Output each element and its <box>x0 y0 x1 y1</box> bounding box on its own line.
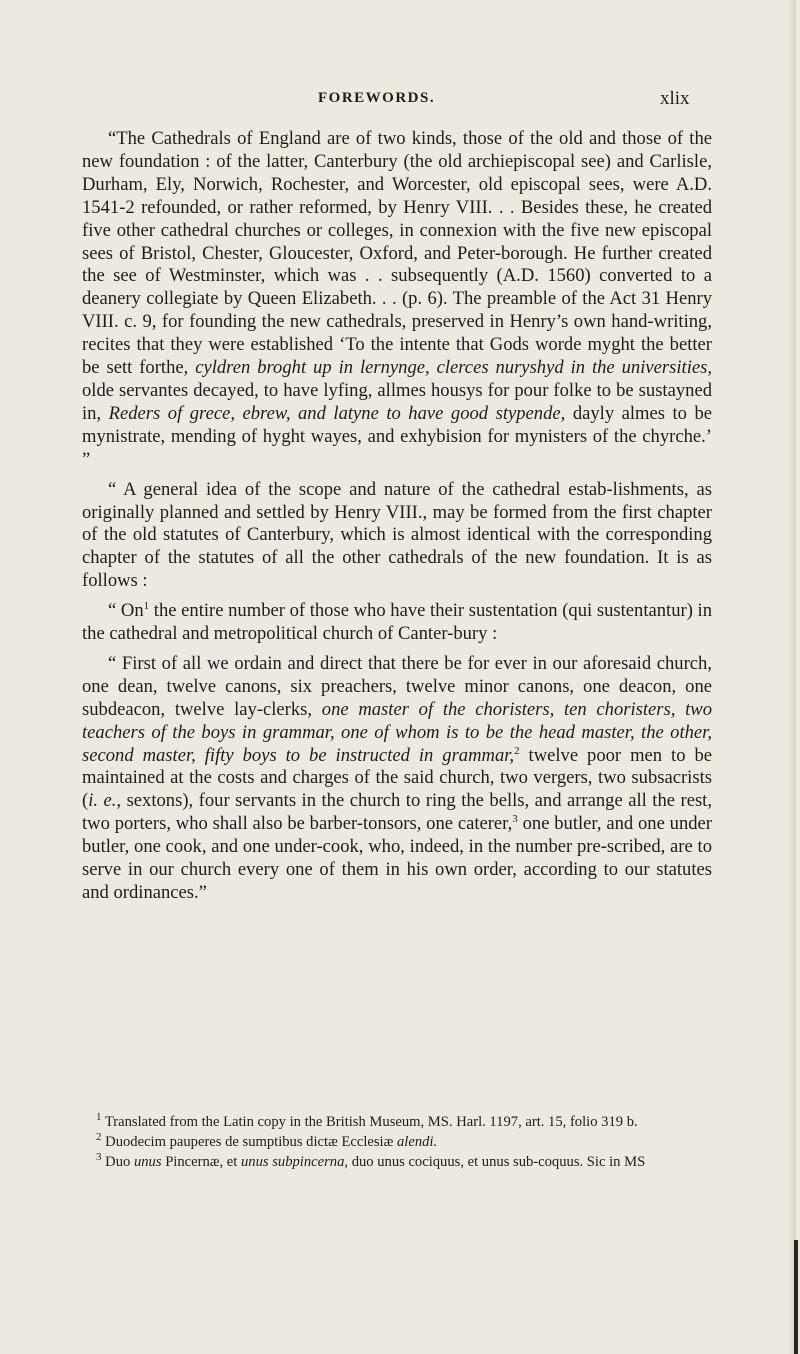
paragraph-general-idea: “ A general idea of the scope and nature of the cathedral estab-lishments, as originally planned and settled by Henry VIII., may be formed from the first chapter of the old statutes of Canterbury, which is almost identical with the corresponding chapter of the statutes of all the other cathedrals of the new foundation. It is as follows : <box>82 478 712 592</box>
page-edge-shadow <box>788 0 796 1354</box>
paragraph-cathedrals: “The Cathedrals of England are of two kinds, those of the old and those of the new foundation : of the latter, Canterbury (the old archiepiscopal see) and Carlisle, Durham, Ely, Norwich, Rochester, and Worcester, old episcopal sees, were A.D. 1541-2 refounded, or rather reformed, by Henry VIII. . . Besides these, he created five other cathedral churches or colleges, in connexion with the five new episcopal sees of Bristol, Chester, Gloucester, Oxford, and Peter-borough. He further created the see of Westminster, which was . . subsequently (A.D. 1560) converted to a deanery collegiate by Queen Elizabeth. . . (p. 6). The preamble of the Act 31 Henry VIII. c. 9, for founding the new cathedrals, preserved in Henry’s own hand-writing, recites that they were established ‘To the intente that Gods worde myght the better be sett forthe, cyldren broght up in lernynge, clerces nuryshyd in the universities, olde servantes decayed, to have lyfing, allmes housys for pour folke to be sustayned in, Reders of grece, ebrew, and latyne to have good stypende, dayly almes to be mynistrate, mending of hyght wayes, and exhybision for mynisters of the chyrche.’ ” <box>82 128 713 470</box>
page-header <box>0 90 800 116</box>
footnote-ref-1[interactable]: 1 <box>143 599 150 612</box>
paragraph-statute-on: “ On$^1$ the entire number of those who have their sustentation (qui sustentantur) in the cathedral and metropolitical church of Canter-bury : <box>82 599 712 645</box>
footnote-1: $^1$ Translated from the Latin copy in the British Museum, MS. Harl. 1197, art. 15, folio 319 b. <box>96 1111 638 1130</box>
binding-edge-mark <box>794 1240 798 1354</box>
footnote-ref-3[interactable]: 3 <box>512 813 518 826</box>
main-text <box>82 128 712 912</box>
footnote-ref-2[interactable]: 2 <box>514 744 520 757</box>
page-number: xlix <box>660 88 690 109</box>
footnote-3: $^3$ Duo unus Pincernæ, et unus subpincerna, duo unus cociquus, et unus sub-coquus. Sic in MS <box>96 1151 646 1170</box>
footnote-2: $^2$ Duodecim pauperes de sumptibus dictæ Ecclesiæ alendi. <box>96 1131 438 1150</box>
footnotes <box>82 1112 712 1172</box>
paragraph-statute-first: “ First of all we ordain and direct that there be for ever in our aforesaid church, one dean, twelve canons, six preachers, twelve minor canons, one deacon, one subdeacon, twelve lay-clerks, one master of the choristers, ten choristers, two teachers of the boys in grammar, one of whom is to be the head master, the other, second master, fifty boys to be instructed in grammar,$^2$ twelve poor men to be maintained at the costs and charges of the said church, two vergers, two subsacrists (i. e., sextons), four servants in the church to ring the bells, and arrange all the rest, two porters, who shall also be barber-tonsors, one caterer,$^3$ one butler, and one under butler, one cook, and one under-cook, who, indeed, in the number pre-scribed, are to serve in our church every one of them in his own order, according to our statutes and ordinances.” <box>82 652 712 903</box>
running-title: FOREWORDS. <box>318 90 436 106</box>
